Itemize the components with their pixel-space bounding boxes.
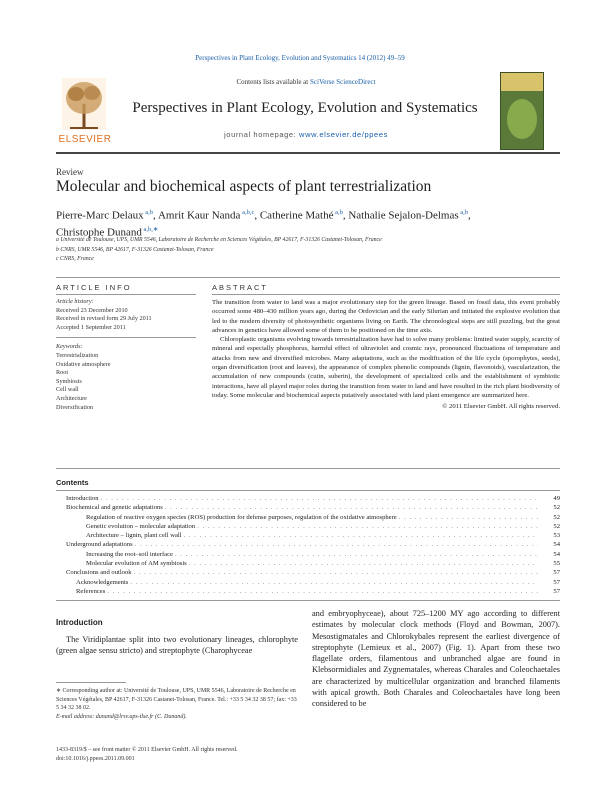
affiliation: a Université de Toulouse, UPS, UMR 5546, Laboratoire de Recherche en Sciences Végétales, BP 42617, F-31326 Castanet-Tolosan, France [56,237,382,243]
toc-entry-page: 54 [553,550,560,558]
elsevier-logo-text: ELSEVIER [58,134,112,145]
author-affil-marker[interactable]: a,b [460,209,469,216]
toc-leader-dots [130,578,538,587]
journal-reference[interactable]: Perspectives in Plant Ecology, Evolution and Systematics 14 (2012) 49–59 [195,54,405,62]
toc-entry-title[interactable]: Biochemical and genetic adaptations [66,504,163,512]
toc-entry-page: 49 [553,495,560,502]
bottom-meta [56,746,356,763]
toc-entry-title[interactable]: Acknowledgements [76,578,129,586]
issn-line: 1433-8319/$ – see front matter © 2011 Elsevier GmbH. All rights reserved. [56,747,238,753]
toc-entry[interactable] [56,540,560,549]
abstract-rule [212,294,560,295]
info-rule [56,294,196,295]
toc-entry-page: 53 [553,532,560,540]
abstract-body [212,298,560,412]
sciencedirect-link[interactable]: SciVerse ScienceDirect [310,78,376,86]
author-affil-marker[interactable]: a,b,c [242,209,255,216]
toc-entry-title[interactable]: Increasing the root–soil interface [86,550,173,558]
copyright-notice: © 2011 Elsevier GmbH. All rights reserved. [442,403,560,411]
toc-leader-dots [107,587,538,596]
toc-entry-title[interactable]: Underground adaptations [66,541,133,549]
toc-entry-page: 57 [553,578,560,586]
author-affil-marker[interactable]: a,b [145,209,154,216]
history-item: Accepted 1 September 2011 [56,323,126,331]
toc-leader-dots [135,540,538,549]
history-label: Article history: [56,298,94,305]
author-name[interactable]: Nathalie Sejalon-Delmas [348,209,459,222]
toc-leader-dots [165,503,538,512]
masthead-rule [56,152,560,154]
keyword: Terrestrialization [56,351,99,359]
article-title: Molecular and biochemical aspects of plant terrestrialization [56,178,432,195]
elsevier-logo[interactable] [56,72,114,150]
toc-entry-title[interactable]: Architecture – lignin, plant cell wall [86,532,182,540]
contents-rule [56,600,560,601]
journal-cover-image [500,72,544,150]
toc-entry[interactable] [56,568,560,577]
toc-leader-dots [399,513,538,522]
affiliation: c CNRS, France [56,256,94,262]
author-list: Pierre-Marc Delaux $^{a,b}$, Amrit Kaur Nanda $^{a,b,c}$, Catherine Mathé $^{a,b}$, Nathalie Sejalon-Delmas $^{a,b}$, Christophe Dunand $^{a,b,∗}$ [56,209,471,239]
toc-entry-title[interactable]: Conclusions and outlook [66,569,132,577]
keywords-label: Keywords: [56,343,83,351]
homepage-link[interactable]: www.elsevier.de/ppees [299,130,388,139]
toc-leader-dots [175,550,538,559]
toc-entry[interactable] [56,503,560,512]
author-name[interactable]: Pierre-Marc Delaux [56,209,144,222]
keyword: Architecture [56,394,87,402]
toc-entry-page: 54 [553,541,560,549]
toc-leader-dots [197,522,538,531]
toc-entry-title[interactable]: Genetic evolution – molecular adaptation [86,522,196,530]
body-text-right: and embryophyceae), about 725–1200 MY ago according to different estimates by molecular clock methods (Floyd and Bowman, 2007). Mesostigmatales and Chlorokybales represent the earliest divergence of streptophyte (Lemieux et al., 2007) (Fig. 1). Apart from these two flagellate orders, filamentous and unbranched algae are found in Klebsormidiales and Zygnematales, whereas Charales and Coleochaetales are characterized by multicellular organization and branched filaments with apical growth. Both Charales and Coleochaetales have long been considered to be [312,609,560,709]
section-rule [56,468,560,469]
affiliation: b CNRS, UMR 5546, BP 42617, F-31326 Castanet-Tolosan, France [56,246,214,253]
toc-entry[interactable] [56,494,560,503]
affiliations [56,236,536,265]
introduction-heading: Introduction [56,618,103,627]
toc-entry-page: 57 [553,569,560,577]
abstract-heading: ABSTRACT [212,283,269,292]
contents-available [156,78,456,86]
keyword: Symbiosis [56,377,82,385]
toc-entry[interactable] [56,578,560,587]
contents-heading: Contents [56,478,89,487]
journal-homepage [156,130,456,139]
contents-prefix: Contents lists available at [236,78,310,86]
article-info [56,298,196,412]
body-text-left: The Viridiplantae split into two evolutionary lineages, chlorophyte (green algae sensu stricto) and streptophyte (Charophyceae [56,635,298,656]
keyword: Root [56,369,69,377]
toc-entry[interactable] [56,513,560,522]
toc-leader-dots [189,559,538,568]
section-rule [56,277,560,278]
toc-entry[interactable] [56,550,560,559]
toc-entry[interactable] [56,531,560,540]
email-note[interactable]: E-mail address: dunand@lrsv.ups-tlse.fr (C. Dunand). [56,713,187,720]
article-info-heading: ARTICLE INFO [56,283,132,292]
toc-entry-title[interactable]: Molecular evolution of AM symbiosis [86,560,187,568]
toc-leader-dots [134,568,538,577]
footnotes [56,687,298,721]
author-affil-marker[interactable]: a,b,∗ [143,225,159,233]
toc-entry-title[interactable]: Introduction [66,495,99,502]
history-item: Received in revised form 29 July 2011 [56,315,152,323]
abstract-paragraph: The transition from water to land was a major evolutionary step for the green lineage. Based on fossil data, this event probably occurred some 480–430 million years ago, during the Ordovician and the early Silurian and initiated the explosive evolution that led to the modern diversity of photosynthetic organisms living on Earth. The chronological steps are still puzzling, but the great advances in genetics have allowed some of them to be positioned on the time axis. [212,299,560,334]
cover-band [501,73,543,91]
masthead [56,72,542,150]
author-name[interactable]: Amrit Kaur Nanda [157,209,241,222]
author-name[interactable]: Christophe Dunand [56,226,142,239]
cover-leaf-icon [507,99,537,139]
journal-title: Perspectives in Plant Ecology, Evolution and Systematics [132,100,478,116]
toc-entry[interactable] [56,522,560,531]
doi-link[interactable]: doi:10.1016/j.ppees.2011.09.001 [56,755,135,762]
contents-rule [56,490,560,491]
toc-entry[interactable] [56,559,560,568]
toc-entry[interactable] [56,587,560,596]
homepage-prefix: journal homepage: [224,130,300,139]
footnote-rule [56,682,126,683]
toc-entry-page: 52 [553,522,560,530]
toc-entry-page: 57 [553,587,560,595]
toc-entry-title[interactable]: References [76,587,106,595]
keyword: Oxidative atmosphere [56,360,111,368]
toc-entry-page: 52 [553,513,560,521]
abstract-paragraph: Chloroplastic organisms evolving towards terrestrialization have had to solve many problems: limited water supply, scarcity of mineral and especially phosphorus, harmful effect of ultraviolet and cosmic rays, pronounced fluctuations of temperature and attacks from new and diversified microbes. Many adaptations, such as the modification of the life cycle (sporophytes, seeds), organ diversification (root and leaves), the appearance of complex phenolic compounds (lignin, flavonoids), vascularization, the accumulation of new compounds (cutin, suberin), the development of specialized cells and the establishment of symbiotic interactions, have all played major roles during the transition from water to land and have resulted in the rich plant biodiversity of today. Some molecular and biochemical aspects putatively associated with land plant emergence are summarized here. [212,336,560,399]
keyword: Diversification [56,403,94,411]
elsevier-tree-icon [62,78,106,130]
table-of-contents [56,494,560,596]
article-type: Review [56,167,84,177]
author-affil-marker[interactable]: a,b [335,209,343,216]
history-item: Received 23 December 2010 [56,306,128,314]
corresponding-author-note: ∗ Corresponding author at: Université de Toulouse, UPS, UMR 5546, Laboratoire de Recherche en Sciences Végétales, BP 42617, F-31326 Castanet-Tolosan, France. Tel.: +33 5 34 32 38 57; fax: +33 5 34 32 38 02. [56,688,297,712]
toc-entry-page: 52 [553,504,560,512]
toc-leader-dots [101,494,538,503]
author-name[interactable]: Catherine Mathé [259,209,334,222]
toc-entry-page: 55 [553,560,560,568]
keyword: Cell wall [56,386,79,394]
toc-leader-dots [184,531,538,540]
info-divider [56,332,196,338]
toc-entry-title[interactable]: Regulation of reactive oxygen species (ROS) production for defense purposes, regulation of the oxidative atmosphere [86,513,397,521]
